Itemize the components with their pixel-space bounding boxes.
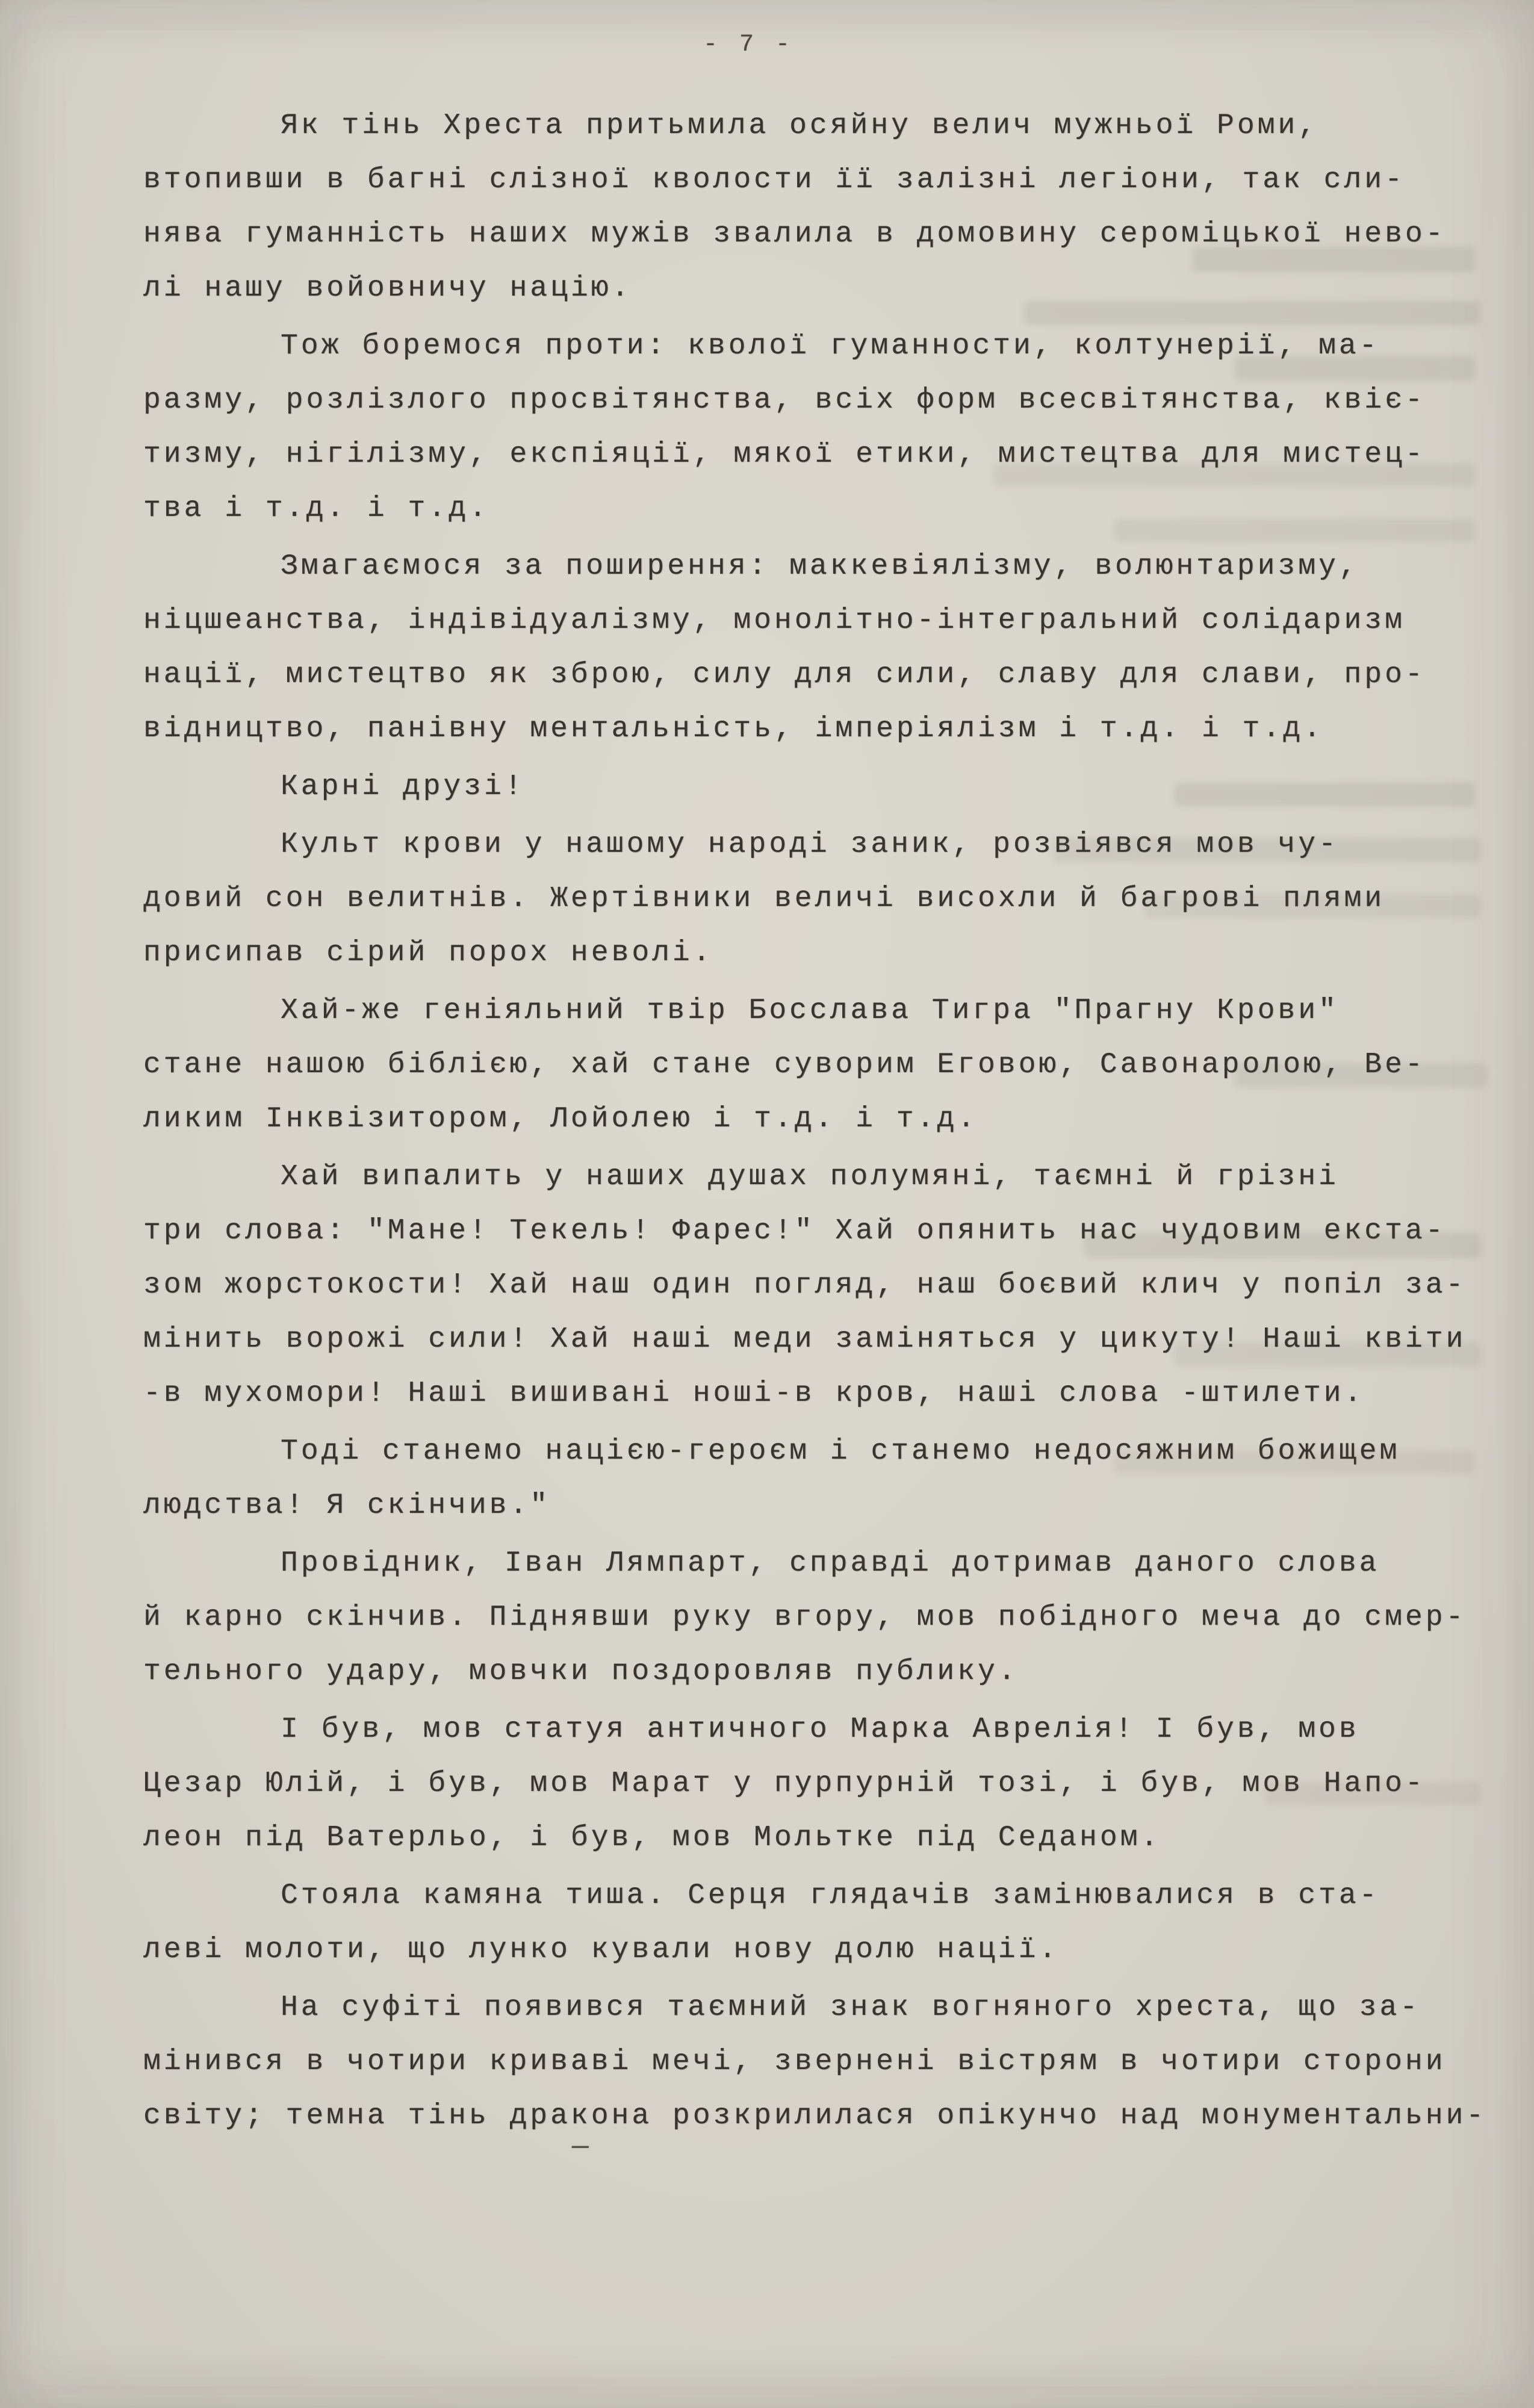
- text-line: Змагаємося за поширення: маккевіялізму, волюнтаризму,: [281, 550, 1359, 583]
- text-line: довий сон велитнів. Жертівники величі висохли й багрові плями: [143, 883, 1385, 915]
- paragraph: [143, 1869, 1498, 1977]
- text-line: стане нашою біблією, хай стане суворим Еговою, Савонаролою, Ве-: [143, 1049, 1426, 1081]
- text-line: Культ крови у нашому народі заник, розвіявся мов чу-: [281, 828, 1339, 861]
- footer-mark: —: [572, 2131, 589, 2162]
- text-line: Тож боремося проти: кволої гуманности, колтунерії, ма-: [281, 330, 1380, 362]
- text-line: ніцшеанства, індівідуалізму, монолітно-інтегральний солідаризм: [143, 604, 1405, 637]
- text-line: Карні друзі!: [281, 771, 525, 803]
- text-line: присипав сірий порох неволі.: [143, 937, 713, 969]
- text-line: мінився в чотири криваві мечі, звернені вістрям в чотири сторони: [143, 2046, 1446, 2078]
- text-line: втопивши в багні слізної кволости її залізні легіони, так сли-: [143, 164, 1405, 196]
- text-line: Хай випалить у наших душах полумяні, таємні й грізні: [281, 1161, 1339, 1193]
- text-line: ликим Інквізитором, Лойолею і т.д. і т.д.: [143, 1103, 978, 1135]
- paragraph: [143, 1981, 1498, 2143]
- text-line: Провідник, Іван Лямпарт, справді дотримав даного слова: [281, 1547, 1380, 1580]
- text-line: нації, мистецтво як зброю, силу для сили, славу для слави, про-: [143, 659, 1426, 691]
- text-line: На суфіті появився таємний знак вогняного хреста, що за-: [281, 1991, 1421, 2024]
- paragraph: [143, 1424, 1498, 1533]
- text-line: Як тінь Хреста притьмила осяйну велич мужньої Роми,: [281, 110, 1319, 142]
- page-number: - 7 -: [703, 31, 794, 58]
- text-line: лі нашу войовничу націю.: [143, 272, 632, 305]
- text-line: -в мухомори! Наші вишивані ноші-в кров, наші слова -штилети.: [143, 1377, 1365, 1410]
- text-line: мінить ворожі сили! Хай наші меди заміняться у цикуту! Наші квіти: [143, 1323, 1467, 1356]
- text-line: леон під Ватерльо, і був, мов Мольтке під Седаном.: [143, 1822, 1161, 1854]
- text-line: світу; темна тінь дракона розкрилилася опікунчо над монументальни-: [143, 2100, 1487, 2132]
- paragraph: [143, 539, 1498, 756]
- text-line: Тоді станемо нацією-героєм і станемо недосяжним божищем: [281, 1435, 1400, 1468]
- text-line: Хай-же геніяльний твір Босслава Тигра "Прагну Крови": [281, 995, 1339, 1027]
- paragraph: [143, 984, 1498, 1146]
- text-line: І був, мов статуя античного Марка Аврелія! І був, мов: [281, 1713, 1359, 1746]
- text-line: нява гуманність наших мужів звалила в домовину сероміцької нево-: [143, 218, 1446, 250]
- text-line: тва і т.д. і т.д.: [143, 492, 489, 525]
- text-line: й карно скінчив. Піднявши руку вгору, мов побідного меча до смер-: [143, 1601, 1467, 1634]
- paragraph: [143, 760, 1498, 814]
- text-line: Цезар Юлій, і був, мов Марат у пурпурній тозі, і був, мов Напо-: [143, 1767, 1426, 1800]
- paragraph: [143, 319, 1498, 536]
- paragraph: [143, 818, 1498, 980]
- text-line: зом жорстокости! Хай наш один погляд, наш боєвий клич у попіл за-: [143, 1269, 1467, 1302]
- paragraph: [143, 99, 1498, 315]
- text-line: тизму, нігілізму, експіяції, мякої етики, мистецтва для мистец-: [143, 438, 1426, 471]
- text-line: Стояла камяна тиша. Серця глядачів замінювалися в ста-: [281, 1879, 1380, 1912]
- text-line: відництво, панівну ментальність, імперіялізм і т.д. і т.д.: [143, 713, 1324, 745]
- document-body: [143, 99, 1498, 2147]
- text-line: разму, розлізлого просвітянства, всіх форм всесвітянства, квіє-: [143, 384, 1426, 417]
- paragraph: [143, 1150, 1498, 1421]
- text-line: людства! Я скінчив.": [143, 1489, 551, 1522]
- paragraph: [143, 1702, 1498, 1865]
- text-line: три слова: "Мане! Текель! Фарес!" Хай опянить нас чудовим екста-: [143, 1215, 1446, 1247]
- text-line: леві молоти, що лунко кували нову долю нації.: [143, 1934, 1060, 1966]
- text-line: тельного удару, мовчки поздоровляв публику.: [143, 1656, 1019, 1688]
- paragraph: [143, 1536, 1498, 1699]
